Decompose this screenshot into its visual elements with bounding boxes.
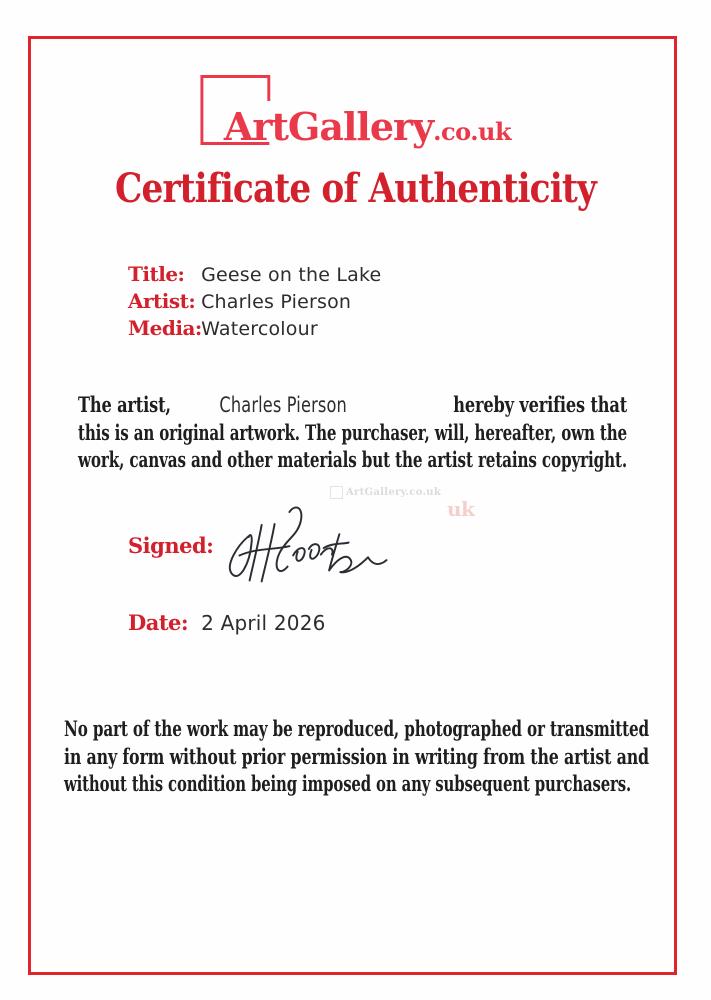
date-value: 2 April 2026 (201, 611, 326, 635)
date-label: Date: (128, 610, 189, 635)
media-label: Media: (128, 316, 202, 340)
copyright-paragraph (64, 715, 649, 798)
detail-row-artist (128, 288, 381, 315)
title-value: Geese on the Lake (201, 264, 382, 286)
logo-gallery-text: Gallery (287, 104, 434, 149)
detail-row-title (128, 261, 381, 288)
artist-name-field: Charles Pierson (219, 393, 347, 417)
ghost-watermark-uk: uk (447, 497, 475, 521)
media-value: Watercolour (201, 318, 318, 340)
title-label: Title: (128, 262, 185, 286)
artgallery-logo (200, 75, 511, 149)
copyright-line-1: No part of the work may be reproduced, photographed or transmitted (64, 716, 649, 741)
verification-line-2: this is an original artwork. The purchaser, will, hereafter, own the (78, 419, 627, 445)
verification-paragraph (78, 391, 627, 474)
detail-row-media (128, 315, 381, 342)
signed-label: Signed: (128, 533, 214, 558)
verification-prefix: The artist, (78, 392, 171, 417)
logo-art-text: Art (223, 104, 288, 149)
signature-image (208, 497, 393, 589)
verification-suffix: hereby verifies that (453, 392, 628, 417)
verification-line-1 (78, 391, 627, 419)
copyright-line-2: in any form without prior permission in writing from the artist and (64, 743, 649, 769)
artist-label: Artist: (128, 289, 196, 313)
artwork-details-block (128, 261, 381, 342)
copyright-line-3: without this condition being imposed on any subsequent purchasers. (64, 771, 632, 796)
date-row (128, 609, 326, 637)
certificate-title: Certificate of Authenticity (115, 165, 596, 212)
logo-text (200, 75, 512, 149)
verification-line-3: work, canvas and other materials but the artist retains copyright. (78, 447, 628, 472)
artist-value: Charles Pierson (201, 291, 352, 313)
ghost-logo-text: ArtGallery.co.uk (346, 487, 442, 498)
logo-domain-text: .co.uk (433, 117, 512, 146)
certificate-title-row (115, 166, 596, 212)
signed-row (128, 533, 213, 558)
